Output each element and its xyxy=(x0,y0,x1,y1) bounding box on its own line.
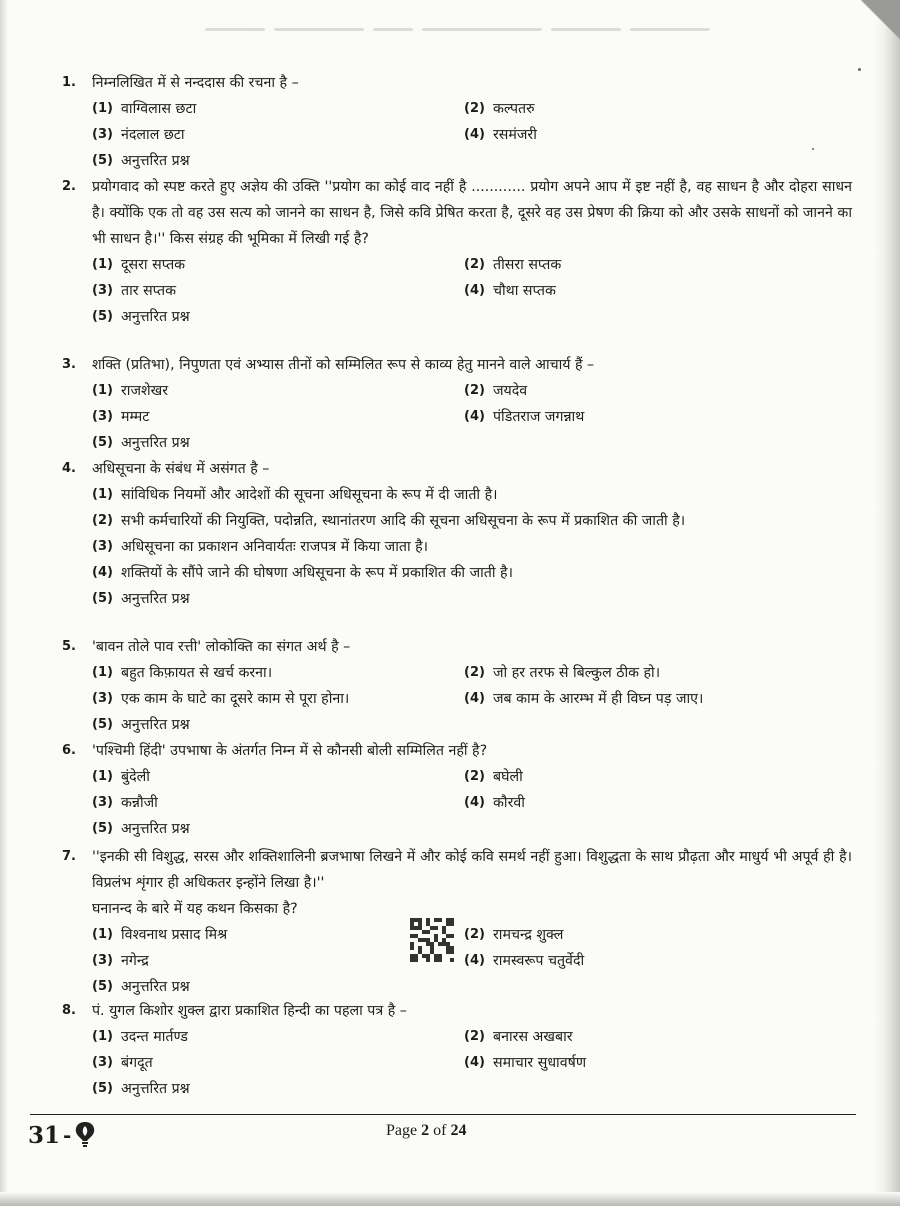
option-number: (2) xyxy=(464,257,485,272)
question-text: निम्नलिखित में से नन्ददास की रचना है – xyxy=(92,75,299,91)
bulb-icon xyxy=(73,1120,97,1150)
option-3 xyxy=(92,534,852,560)
option-1 xyxy=(92,660,464,686)
option-number: (3) xyxy=(92,127,113,142)
option-1 xyxy=(92,96,464,122)
option-text: एक काम के घाटे का दूसरे काम से पूरा होना। xyxy=(121,691,350,707)
option-text: अनुत्तरित प्रश्न xyxy=(121,1081,190,1097)
option-number: (5) xyxy=(92,153,113,168)
option-number: (4) xyxy=(464,1055,485,1070)
question-6 xyxy=(62,738,852,842)
option-5 xyxy=(92,586,852,612)
scan-corner-fold xyxy=(860,0,900,40)
option-3 xyxy=(92,790,464,816)
option-number: (2) xyxy=(464,101,485,116)
option-number: (5) xyxy=(92,979,113,994)
option-text: जयदेव xyxy=(493,383,528,399)
option-number: (2) xyxy=(464,665,485,680)
option-number: (1) xyxy=(92,769,113,784)
option-2 xyxy=(464,1024,836,1050)
option-text: कल्पतरु xyxy=(493,101,535,117)
option-number: (5) xyxy=(92,821,113,836)
option-1 xyxy=(92,764,464,790)
option-3 xyxy=(92,1050,464,1076)
option-number: (1) xyxy=(92,383,113,398)
speck xyxy=(858,68,861,71)
question-2 xyxy=(62,174,852,330)
question-4 xyxy=(62,456,852,612)
option-2 xyxy=(92,508,852,534)
question-text-2: घनानन्द के बारे में यह कथन किसका है? xyxy=(92,901,298,917)
question-3 xyxy=(62,352,852,456)
option-number: (1) xyxy=(92,487,113,502)
option-text: चौथा सप्तक xyxy=(493,283,556,299)
scan-edge-right xyxy=(874,0,900,1206)
option-text: वाग्विलास छटा xyxy=(121,101,197,117)
question-7 xyxy=(62,844,852,1000)
option-4 xyxy=(92,560,852,586)
option-5 xyxy=(92,974,464,1000)
option-text: जब काम के आरम्भ में ही विघ्न पड़ जाए। xyxy=(493,691,704,707)
question-text: प्रयोगवाद को स्पष्ट करते हुए अज्ञेय की उक्ति ''प्रयोग का कोई वाद नहीं है ............ प्रयोग अपने आप में इष्ट नहीं है, वह साधन है और दोहरा साधन है। क्योंकि एक तो वह उस सत्य को जानने का साधन है, जिसे कवि प्रेषित करता है, दूसरे वह उस प्रेषण की क्रिया को और उसके साधनों को जानने का भी साधन है।'' किस संग्रह की भूमिका में लिखी गई है? xyxy=(92,179,852,247)
option-text: तीसरा सप्तक xyxy=(493,257,562,273)
option-text: रसमंजरी xyxy=(493,127,537,143)
option-text: बुंदेली xyxy=(121,769,150,785)
option-text: जो हर तरफ से बिल्कुल ठीक हो। xyxy=(493,665,661,681)
option-number: (2) xyxy=(464,1029,485,1044)
booklet-code xyxy=(28,1120,97,1150)
question-8 xyxy=(62,998,852,1102)
option-2 xyxy=(464,96,836,122)
option-5 xyxy=(92,430,464,456)
page-current: 2 xyxy=(421,1122,430,1139)
option-4 xyxy=(464,404,836,430)
option-number: (3) xyxy=(92,283,113,298)
option-text: नंदलाल छटा xyxy=(121,127,185,143)
option-text: अनुत्तरित प्रश्न xyxy=(121,309,190,325)
option-3 xyxy=(92,404,464,430)
question-number: 2. xyxy=(62,179,76,194)
option-5 xyxy=(92,304,464,330)
option-text: तार सप्तक xyxy=(121,283,177,299)
option-number: (4) xyxy=(464,127,485,142)
option-number: (1) xyxy=(92,1029,113,1044)
booklet-code-dash: - xyxy=(63,1123,72,1147)
question-number: 3. xyxy=(62,357,76,372)
option-5 xyxy=(92,1076,464,1102)
option-text: अनुत्तरित प्रश्न xyxy=(121,153,190,169)
question-number: 8. xyxy=(62,1003,76,1018)
option-number: (4) xyxy=(464,409,485,424)
page-number xyxy=(386,1122,466,1140)
option-4 xyxy=(464,790,836,816)
option-text: नगेन्द्र xyxy=(121,953,149,969)
option-1 xyxy=(92,252,464,278)
option-number: (4) xyxy=(464,795,485,810)
page-total: 24 xyxy=(450,1122,467,1139)
option-2 xyxy=(464,922,836,948)
option-text: बनारस अखबार xyxy=(493,1029,573,1045)
option-text: विश्वनाथ प्रसाद मिश्र xyxy=(121,927,228,943)
option-text: उदन्त मार्तण्ड xyxy=(121,1029,188,1045)
option-2 xyxy=(464,764,836,790)
option-2 xyxy=(464,252,836,278)
option-text: समाचार सुधावर्षण xyxy=(493,1055,587,1071)
option-5 xyxy=(92,712,464,738)
option-number: (5) xyxy=(92,717,113,732)
question-text: शक्ति (प्रतिभा), निपुणता एवं अभ्यास तीनों को सम्मिलित रूप से काव्य हेतु मानने वाले आचार्य हैं – xyxy=(92,357,595,373)
option-text: बघेली xyxy=(493,769,523,785)
question-number: 7. xyxy=(62,849,76,864)
option-number: (2) xyxy=(92,513,113,528)
option-text: अनुत्तरित प्रश्न xyxy=(121,979,190,995)
question-1 xyxy=(62,70,852,174)
option-4 xyxy=(464,948,836,974)
option-4 xyxy=(464,278,836,304)
option-number: (1) xyxy=(92,665,113,680)
option-text: बंगदूत xyxy=(121,1055,153,1071)
option-number: (3) xyxy=(92,539,113,554)
option-number: (3) xyxy=(92,691,113,706)
option-number: (3) xyxy=(92,409,113,424)
option-number: (5) xyxy=(92,591,113,606)
option-text: कौरवी xyxy=(493,795,525,811)
page-of: of xyxy=(429,1122,451,1139)
option-text: बहुत किफ़ायत से खर्च करना। xyxy=(121,665,273,681)
option-2 xyxy=(464,378,836,404)
option-number: (4) xyxy=(92,565,113,580)
option-number: (3) xyxy=(92,953,113,968)
question-text: ''इनकी सी विशुद्ध, सरस और शक्तिशालिनी ब्रजभाषा लिखने में और कोई कवि समर्थ नहीं हुआ। विशुद्धता के साथ प्रौढ़ता और माधुर्य भी अपूर्व ही है। विप्रलंभ शृंगार ही अधिकतर इन्होंने लिखा है।'' xyxy=(92,849,852,891)
option-text: अनुत्तरित प्रश्न xyxy=(121,591,190,607)
option-3 xyxy=(92,122,464,148)
option-3 xyxy=(92,686,464,712)
option-1 xyxy=(92,922,464,948)
option-1 xyxy=(92,378,464,404)
question-text: पं. युगल किशोर शुक्ल द्वारा प्रकाशित हिन्दी का पहला पत्र है – xyxy=(92,1003,407,1019)
option-4 xyxy=(464,122,836,148)
option-text: दूसरा सप्तक xyxy=(121,257,186,273)
option-text: राजशेखर xyxy=(121,383,169,399)
option-number: (3) xyxy=(92,795,113,810)
scan-edge-bottom xyxy=(0,1192,900,1206)
booklet-code-number: 31 xyxy=(28,1121,61,1149)
option-text: अनुत्तरित प्रश्न xyxy=(121,821,190,837)
option-number: (5) xyxy=(92,435,113,450)
qr-code-icon xyxy=(410,918,454,962)
question-number: 4. xyxy=(62,461,76,476)
question-text: 'बावन तोले पाव रत्ती' लोकोक्ति का संगत अर्थ है – xyxy=(92,639,351,655)
option-text: रामस्वरूप चतुर्वेदी xyxy=(493,953,585,969)
option-3 xyxy=(92,948,464,974)
option-number: (4) xyxy=(464,283,485,298)
option-number: (5) xyxy=(92,1081,113,1096)
footer-rule xyxy=(30,1114,856,1115)
option-number: (2) xyxy=(464,383,485,398)
option-text: पंडितराज जगन्नाथ xyxy=(493,409,585,425)
question-5 xyxy=(62,634,852,738)
question-text: अधिसूचना के संबंध में असंगत है – xyxy=(92,461,270,477)
option-2 xyxy=(464,660,836,686)
scan-edge-left xyxy=(0,0,8,1206)
option-text: रामचन्द्र शुक्ल xyxy=(493,927,564,943)
option-1 xyxy=(92,1024,464,1050)
option-number: (3) xyxy=(92,1055,113,1070)
question-number: 6. xyxy=(62,743,76,758)
option-text: शक्तियों के सौंपे जाने की घोषणा अधिसूचना के रूप में प्रकाशित की जाती है। xyxy=(121,565,513,581)
page-label: Page xyxy=(386,1122,422,1139)
option-text: मम्मट xyxy=(121,409,150,425)
option-text: अनुत्तरित प्रश्न xyxy=(121,717,190,733)
option-5 xyxy=(92,148,464,174)
option-number: (1) xyxy=(92,257,113,272)
option-text: सांविधिक नियमों और आदेशों की सूचना अधिसूचना के रूप में दी जाती है। xyxy=(121,487,498,503)
option-text: अनुत्तरित प्रश्न xyxy=(121,435,190,451)
option-4 xyxy=(464,686,836,712)
option-5 xyxy=(92,816,464,842)
option-text: अधिसूचना का प्रकाशन अनिवार्यतः राजपत्र में किया जाता है। xyxy=(121,539,429,555)
question-text: 'पश्चिमी हिंदी' उपभाषा के अंतर्गत निम्न में से कौनसी बोली सम्मिलित नहीं है? xyxy=(92,743,488,759)
option-text: सभी कर्मचारियों की नियुक्ति, पदोन्नति, स्थानांतरण आदि की सूचना अधिसूचना के रूप में प्रकाशित की जाती है। xyxy=(121,513,686,529)
option-3 xyxy=(92,278,464,304)
option-number: (4) xyxy=(464,691,485,706)
option-number: (5) xyxy=(92,309,113,324)
question-number: 1. xyxy=(62,75,76,90)
option-number: (1) xyxy=(92,927,113,942)
show-through-smudge xyxy=(205,16,765,38)
option-number: (2) xyxy=(464,769,485,784)
option-1 xyxy=(92,482,852,508)
option-number: (2) xyxy=(464,927,485,942)
option-text: कन्नौजी xyxy=(121,795,158,811)
option-number: (4) xyxy=(464,953,485,968)
option-4 xyxy=(464,1050,836,1076)
question-number: 5. xyxy=(62,639,76,654)
option-number: (1) xyxy=(92,101,113,116)
